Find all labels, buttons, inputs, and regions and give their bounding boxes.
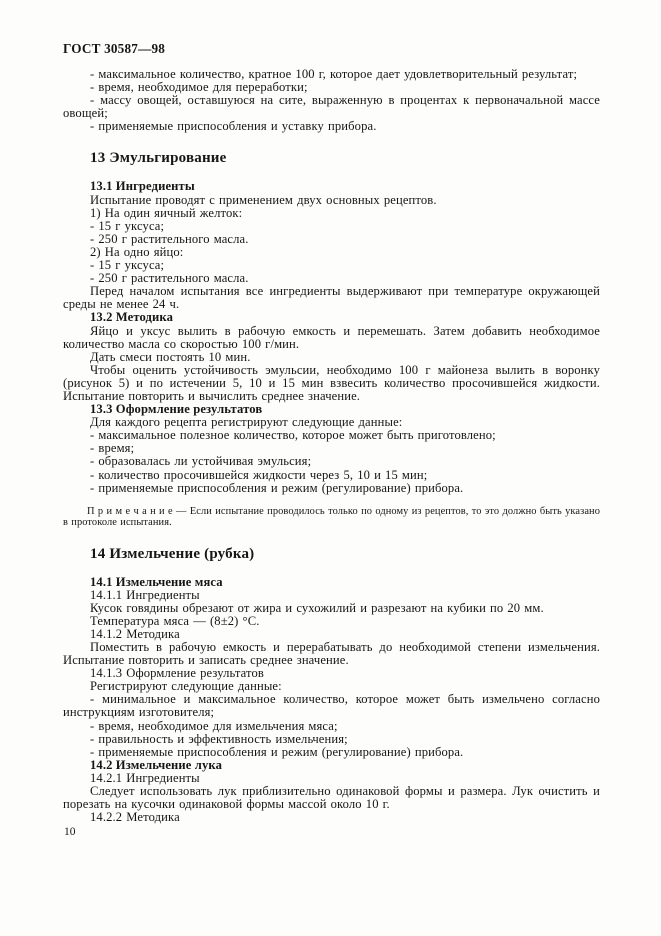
clause-14-2-2-heading: 14.2.2 Методика	[90, 810, 180, 825]
results-list-item: - максимальное полезное количество, которое может быть приготовлено;	[90, 428, 496, 443]
recipe-list-item: - 15 г уксуса;	[90, 218, 165, 233]
results-list-item: - применяемые приспособления и режим (регулирование) прибора.	[90, 744, 464, 759]
clause-14-1-2-heading: 14.1.2 Методика	[90, 626, 180, 641]
paragraph: Кусок говядины обрезают от жира и сухожилий и разрезают на кубики по 20 мм.	[90, 600, 544, 615]
recipe-list-item: - 250 г растительного масла.	[90, 231, 249, 246]
clause-14-1-3-heading: 14.1.3 Оформление результатов	[90, 666, 264, 681]
document-content	[63, 68, 600, 824]
paragraph: Для каждого рецепта регистрируют следующие данные:	[90, 415, 403, 430]
results-list-item: - время;	[90, 441, 135, 456]
results-list-item: - правильность и эффективность измельчения;	[90, 731, 348, 746]
recipe-1-label: 1) На один яичный желток:	[90, 205, 243, 220]
paragraph: Поместить в рабочую емкость и перерабатывать до необходимой степени измельчения. Испытание повторить и записать среднее значение.	[63, 640, 600, 668]
paragraph: Регистрируют следующие данные:	[90, 679, 282, 694]
subsection-13-2-heading: 13.2 Методика	[90, 310, 174, 325]
recipe-list-item: - 15 г уксуса;	[90, 258, 165, 273]
subsection-13-3-heading: 13.3 Оформление результатов	[90, 402, 263, 417]
results-list-item: - применяемые приспособления и режим (регулирование) прибора.	[90, 480, 464, 495]
paragraph: Чтобы оценить устойчивость эмульсии, необходимо 100 г майонеза вылить в воронку (рисунок 5) и по истечении 5, 10 и 15 мин взвесить количество просочившейся жидкости. Испытание повторить и вычислить среднее значение.	[63, 362, 600, 403]
subsection-14-1-heading: 14.1 Измельчение мяса	[90, 574, 223, 589]
note: П р и м е ч а н и е — Если испытание проводилось только по одному из рецептов, то это должно быть указано в протоколе испытания.	[63, 505, 600, 529]
results-list-item: - образовалась ли устойчивая эмульсия;	[90, 454, 312, 469]
paragraph: Яйцо и уксус вылить в рабочую емкость и перемешать. Затем добавить необходимое количество масла со скоростью 100 г/мин.	[63, 323, 600, 351]
intro-list-item: - максимальное количество, кратное 100 г, которое дает удовлетворительный результат;	[90, 67, 578, 81]
intro-list-item: - массу овощей, оставшуюся на сите, выраженную в процентах к первоначальной массе овощей;	[63, 93, 600, 121]
section-13-heading: 13 Эмульгирование	[90, 150, 227, 167]
running-header: ГОСТ 30587—98	[63, 41, 166, 56]
subsection-13-1-heading: 13.1 Ингредиенты	[90, 179, 195, 194]
intro-list-item: - время, необходимое для переработки;	[90, 80, 308, 95]
paragraph: Температура мяса — (8±2) °С.	[90, 613, 260, 628]
recipe-list-item: - 250 г растительного масла.	[90, 271, 249, 286]
results-list-item: - количество просочившейся жидкости через 5, 10 и 15 мин;	[90, 467, 428, 482]
recipe-2-label: 2) На одно яйцо:	[90, 244, 184, 259]
paragraph: Дать смеси постоять 10 мин.	[90, 349, 251, 364]
paragraph: Перед началом испытания все ингредиенты выдерживают при температуре окружающей среды не менее 24 ч.	[63, 284, 600, 312]
clause-14-1-1-heading: 14.1.1 Ингредиенты	[90, 587, 200, 602]
page-number: 10	[64, 826, 76, 838]
intro-list-item: - применяемые приспособления и уставку прибора.	[90, 119, 377, 134]
clause-14-2-1-heading: 14.2.1 Ингредиенты	[90, 770, 200, 785]
paragraph: Испытание проводят с применением двух основных рецептов.	[90, 192, 437, 207]
results-list-item: - время, необходимое для измельчения мяса;	[90, 718, 338, 733]
paragraph: Следует использовать лук приблизительно одинаковой формы и размера. Лук очистить и порезать на кусочки одинаковой формы массой около 10 г.	[63, 784, 600, 812]
subsection-14-2-heading: 14.2 Измельчение лука	[90, 757, 222, 772]
results-list-item: - минимальное и максимальное количество, которое может быть измельчено согласно инструкциям изготовителя;	[63, 692, 600, 720]
section-14-heading: 14 Измельчение (рубка)	[90, 545, 255, 562]
